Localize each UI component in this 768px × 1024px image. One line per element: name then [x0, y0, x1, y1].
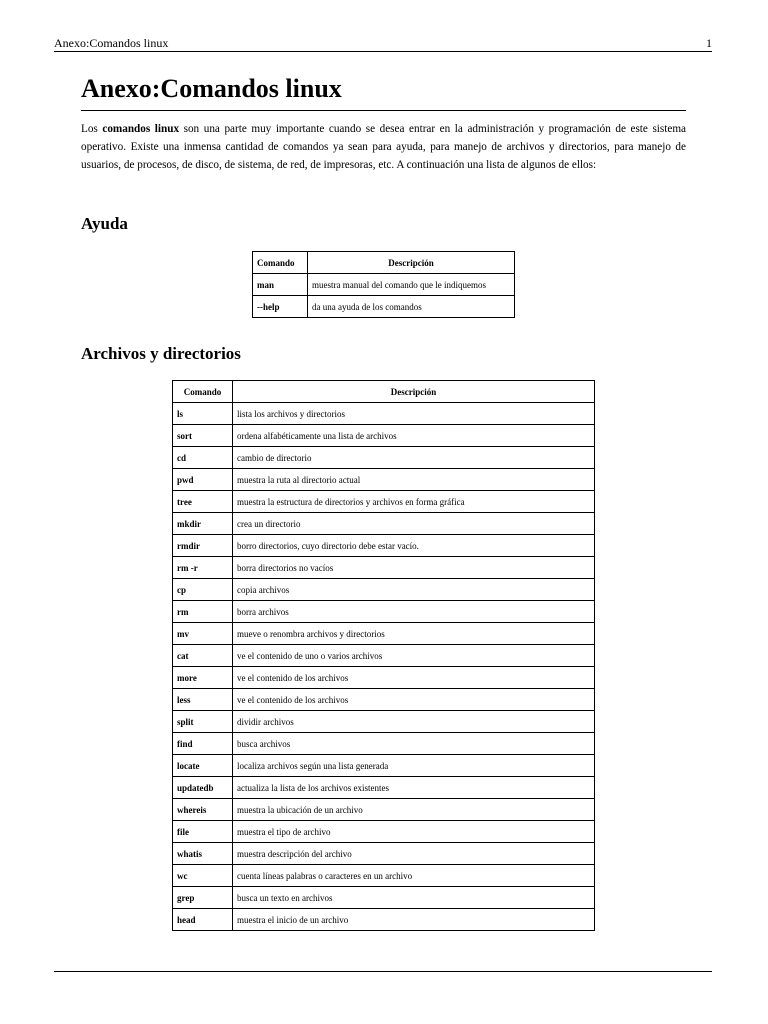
- command-cell: grep: [173, 887, 233, 909]
- table-row: [173, 733, 595, 755]
- command-cell: whereis: [173, 799, 233, 821]
- command-cell: more: [173, 667, 233, 689]
- column-header-descripcion: Descripción: [233, 381, 595, 403]
- section-heading-archivos: Archivos y directorios: [81, 344, 241, 363]
- command-cell: cd: [173, 447, 233, 469]
- archivos-table: [172, 380, 595, 931]
- header-divider: [54, 51, 712, 52]
- intro-paragraph: [81, 120, 686, 174]
- footer-divider: [54, 971, 712, 972]
- description-cell: muestra el inicio de un archivo: [233, 909, 595, 931]
- description-cell: cambio de directorio: [233, 447, 595, 469]
- description-cell: ve el contenido de los archivos: [233, 689, 595, 711]
- table-row: [173, 557, 595, 579]
- intro-prefix: Los: [81, 123, 103, 135]
- table-row: [173, 909, 595, 931]
- table-row: [173, 645, 595, 667]
- running-header: [54, 36, 712, 51]
- column-header-comando: Comando: [173, 381, 233, 403]
- command-cell: --help: [253, 296, 308, 318]
- table-row: [253, 274, 515, 296]
- command-cell: less: [173, 689, 233, 711]
- description-cell: busca archivos: [233, 733, 595, 755]
- table-header-row: [173, 381, 595, 403]
- description-cell: lista los archivos y directorios: [233, 403, 595, 425]
- description-cell: localiza archivos según una lista generada: [233, 755, 595, 777]
- command-cell: wc: [173, 865, 233, 887]
- command-cell: split: [173, 711, 233, 733]
- command-cell: mkdir: [173, 513, 233, 535]
- description-cell: muestra el tipo de archivo: [233, 821, 595, 843]
- page-number: 1: [706, 36, 712, 50]
- intro-text: son una parte muy importante cuando se desea entrar en la administración y programación de este sistema operativo. Existe una inmensa cantidad de comandos ya sean para ayuda, para manejo de archivos y directorios, para manejo de usuarios, de procesos, de disco, de sistema, de red, de impresoras, etc. A continuación una lista de algunos de ellos:: [81, 123, 687, 171]
- table-header-row: [253, 252, 515, 274]
- table-row: [173, 579, 595, 601]
- command-cell: whatis: [173, 843, 233, 865]
- command-cell: updatedb: [173, 777, 233, 799]
- table-row: [173, 821, 595, 843]
- command-cell: rmdir: [173, 535, 233, 557]
- command-cell: cp: [173, 579, 233, 601]
- table-row: [173, 711, 595, 733]
- command-cell: ls: [173, 403, 233, 425]
- description-cell: borra directorios no vacíos: [233, 557, 595, 579]
- table-row: [173, 601, 595, 623]
- command-cell: man: [253, 274, 308, 296]
- command-cell: tree: [173, 491, 233, 513]
- table-row: [173, 843, 595, 865]
- description-cell: cuenta líneas palabras o caracteres en un archivo: [233, 865, 595, 887]
- command-cell: find: [173, 733, 233, 755]
- description-cell: muestra manual del comando que le indiquemos: [308, 274, 515, 296]
- command-cell: sort: [173, 425, 233, 447]
- command-cell: file: [173, 821, 233, 843]
- table-row: [173, 623, 595, 645]
- table-row: [173, 447, 595, 469]
- table-row: [173, 513, 595, 535]
- table-row: [173, 667, 595, 689]
- description-cell: muestra la estructura de directorios y archivos en forma gráfica: [233, 491, 595, 513]
- description-cell: ordena alfabéticamente una lista de archivos: [233, 425, 595, 447]
- command-cell: pwd: [173, 469, 233, 491]
- description-cell: da una ayuda de los comandos: [308, 296, 515, 318]
- title-divider: [81, 110, 686, 111]
- command-cell: mv: [173, 623, 233, 645]
- description-cell: borra archivos: [233, 601, 595, 623]
- command-cell: locate: [173, 755, 233, 777]
- description-cell: muestra descripción del archivo: [233, 843, 595, 865]
- description-cell: ve el contenido de los archivos: [233, 667, 595, 689]
- table-row: [173, 535, 595, 557]
- description-cell: copia archivos: [233, 579, 595, 601]
- table-row: [173, 755, 595, 777]
- table-row: [173, 689, 595, 711]
- table-row: [173, 469, 595, 491]
- table-row: [173, 403, 595, 425]
- table-row: [173, 799, 595, 821]
- table-row: [173, 491, 595, 513]
- description-cell: actualiza la lista de los archivos existentes: [233, 777, 595, 799]
- description-cell: muestra la ubicación de un archivo: [233, 799, 595, 821]
- archivos-table-body: [173, 403, 595, 931]
- command-cell: rm -r: [173, 557, 233, 579]
- description-cell: crea un directorio: [233, 513, 595, 535]
- description-cell: ve el contenido de uno o varios archivos: [233, 645, 595, 667]
- ayuda-table: [252, 251, 515, 318]
- table-row: [173, 777, 595, 799]
- table-row: [173, 887, 595, 909]
- page-title: Anexo:Comandos linux: [81, 74, 342, 103]
- ayuda-table-body: [253, 274, 515, 318]
- intro-bold-term: comandos linux: [102, 123, 180, 135]
- column-header-comando: Comando: [253, 252, 308, 274]
- description-cell: dividir archivos: [233, 711, 595, 733]
- table-row: [173, 865, 595, 887]
- table-row: [253, 296, 515, 318]
- command-cell: cat: [173, 645, 233, 667]
- running-title: Anexo:Comandos linux: [54, 36, 169, 50]
- description-cell: mueve o renombra archivos y directorios: [233, 623, 595, 645]
- table-row: [173, 425, 595, 447]
- column-header-descripcion: Descripción: [308, 252, 515, 274]
- description-cell: borro directorios, cuyo directorio debe estar vacío.: [233, 535, 595, 557]
- command-cell: rm: [173, 601, 233, 623]
- description-cell: busca un texto en archivos: [233, 887, 595, 909]
- description-cell: muestra la ruta al directorio actual: [233, 469, 595, 491]
- command-cell: head: [173, 909, 233, 931]
- section-heading-ayuda: Ayuda: [81, 214, 128, 233]
